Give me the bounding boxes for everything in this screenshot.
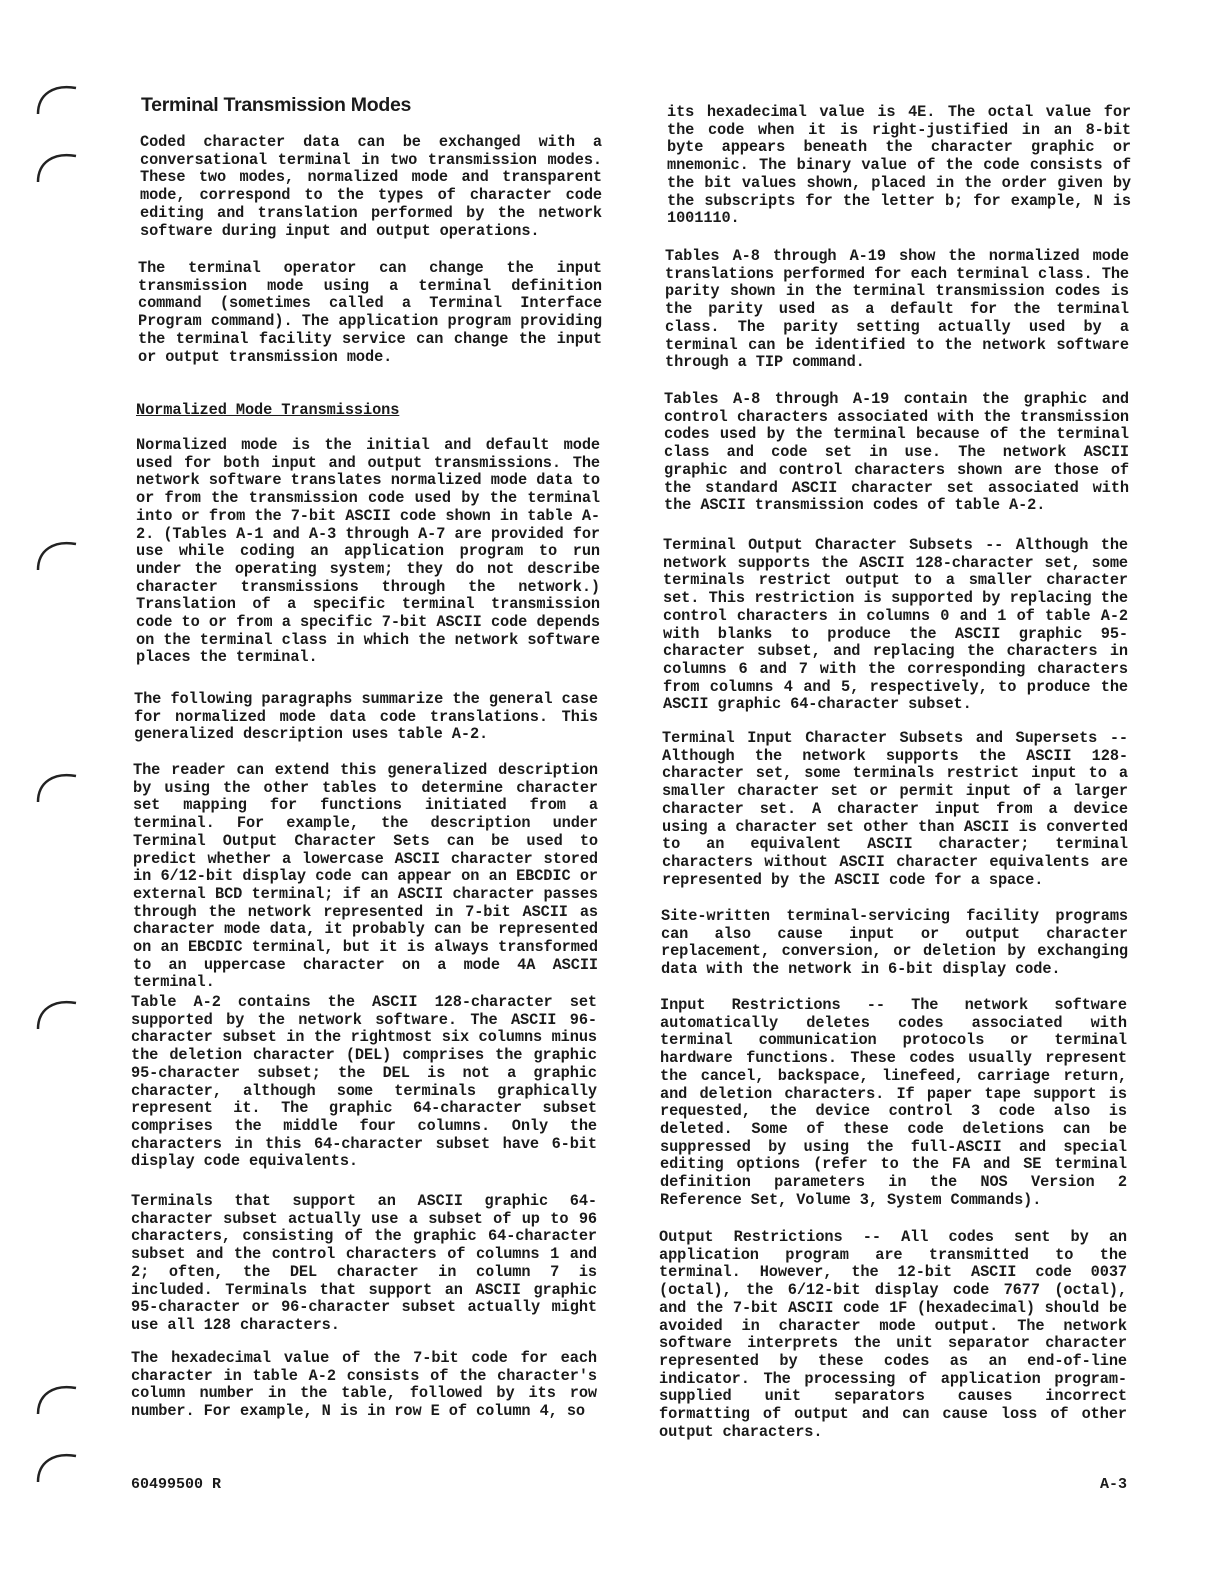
section-heading: Terminal Transmission Modes	[141, 94, 412, 116]
subsection-heading: Normalized Mode Transmissions	[136, 401, 400, 419]
paragraph: Site-written terminal-servicing facility programs can also cause input or output character replacement, conversion, or deletion by exchanging data with the network in 6-bit display code.	[661, 907, 1128, 979]
binding-hole-mark	[30, 80, 82, 116]
paragraph: Tables A-8 through A-19 contain the graphic and control characters associated with the transmission codes used by the terminal because of the terminal class and code set in use. The network ASCII graphic and control characters shown are those of the standard ASCII character set associated with the ASCII transmission codes of table A-2.	[664, 390, 1129, 515]
binding-hole-mark	[30, 148, 82, 184]
paragraph: Terminal Input Character Subsets and Supersets -- Although the network supports the ASCII 128-character set, some terminals restrict input to a smaller character set or permit input of a larger character set. A character input from a device using a character set other than ASCII is converted to an equivalent ASCII character; terminal characters without ASCII character equivalents are represented by the ASCII code for a space.	[662, 729, 1128, 889]
paragraph: Coded character data can be exchanged with a conversational terminal in two transmission modes. These two modes, normalized mode and transparent mode, correspond to the types of character code editing and translation performed by the network software during input and output operations.	[140, 133, 602, 240]
page-number: A-3	[1100, 1476, 1128, 1493]
paragraph: The terminal operator can change the input transmission mode using a terminal definition command (sometimes called a Terminal Interface Program command). The application program providing the terminal facility service can change the input or output transmission mode.	[138, 259, 602, 366]
paragraph: The hexadecimal value of the 7-bit code for each character in table A-2 consists of the character's column number in the table, followed by its row number. For example, N is in row E of column 4, so	[131, 1349, 597, 1421]
paragraph: Input Restrictions -- The network software automatically deletes codes associated with terminal communication protocols or terminal hardware functions. These codes usually represent the cancel, backspace, linefeed, carriage return, and deletion characters. If paper tape support is requested, the device control 3 code also is deleted. Some of these code deletions can be suppressed by using the full-ASCII and special editing options (refer to the FA and SE terminal definition parameters in the NOS Version 2 Reference Set, Volume 3, System Commands).	[660, 996, 1127, 1209]
paragraph: The reader can extend this generalized description by using the other tables to determine character set mapping for functions initiated from a terminal. For example, the description under Terminal Output Character Sets can be used to predict whether a lowercase ASCII character stored in 6/12-bit display code can appear on an EBCDIC or external BCD terminal; if an ASCII character passes through the network represented in 7-bit ASCII as character mode data, it probably can be represented on an EBCDIC terminal, but it is always transformed to an uppercase character on a mode 4A ASCII terminal.	[133, 761, 598, 992]
binding-hole-mark	[30, 768, 82, 804]
paragraph: Output Restrictions -- All codes sent by an application program are transmitted to the terminal. However, the 12-bit ASCII code 0037 (octal), the 6/12-bit display code 7677 (octal), and the 7-bit ASCII code 1F (hexadecimal) should be avoided in character mode output. The network software interprets the unit separator character represented by these codes as an end-of-line indicator. The processing of application program-supplied unit separators causes incorrect formatting of output and can cause loss of other output characters.	[659, 1228, 1127, 1441]
paragraph: its hexadecimal value is 4E. The octal value for the code when it is right-justified in an 8-bit byte appears beneath the character graphic or mnemonic. The binary value of the code consists of the bit values shown, placed in the order given by the subscripts for the letter b; for example, N is 1001110.	[667, 103, 1131, 228]
paragraph: Tables A-8 through A-19 show the normalized mode translations performed for each terminal class. The parity shown in the terminal transmission codes is the parity used as a default for the terminal class. The parity setting actually used by a terminal can be identified to the network software through a TIP command.	[665, 247, 1129, 372]
paragraph: Normalized mode is the initial and default mode used for both input and output transmissions. The network software translates normalized mode data to or from the transmission code used by the terminal into or from the 7-bit ASCII code shown in table A-2. (Tables A-1 and A-3 through A-7 are provided for use while coding an application program to run under the operating system; they do not describe character transmissions through the network.) Translation of a specific terminal transmission code to or from a specific 7-bit ASCII code depends on the terminal class in which the network software places the terminal.	[136, 436, 600, 667]
paragraph: The following paragraphs summarize the general case for normalized mode data code translations. This generalized description uses table A-2.	[134, 690, 598, 744]
binding-hole-mark	[30, 995, 82, 1031]
binding-hole-mark	[30, 1448, 82, 1484]
paragraph: Terminals that support an ASCII graphic 64-character subset actually use a subset of up to 96 characters, consisting of the graphic 64-character subset and the control characters of columns 1 and 2; often, the DEL character in column 7 is included. Terminals that support an ASCII graphic 95-character or 96-character subset actually might use all 128 characters.	[131, 1192, 597, 1334]
paragraph: Terminal Output Character Subsets -- Although the network supports the ASCII 128-character set, some terminals restrict output to a smaller character set. This restriction is supported by replacing the control characters in columns 0 and 1 of table A-2 with blanks to produce the ASCII graphic 95-character subset, and replacing the characters in columns 6 and 7 with the corresponding characters from columns 4 and 5, respectively, to produce the ASCII graphic 64-character subset.	[663, 536, 1128, 714]
paragraph: Table A-2 contains the ASCII 128-character set supported by the network software. The ASCII 96-character subset in the rightmost six columns minus the deletion character (DEL) comprises the graphic 95-character subset; the DEL is not a graphic character, although some terminals graphically represent it. The graphic 64-character subset comprises the middle four columns. Only the characters in this 64-character subset have 6-bit display code equivalents.	[131, 993, 597, 1171]
document-number: 60499500 R	[131, 1476, 222, 1493]
binding-hole-mark	[30, 1380, 82, 1416]
binding-hole-mark	[30, 536, 82, 572]
